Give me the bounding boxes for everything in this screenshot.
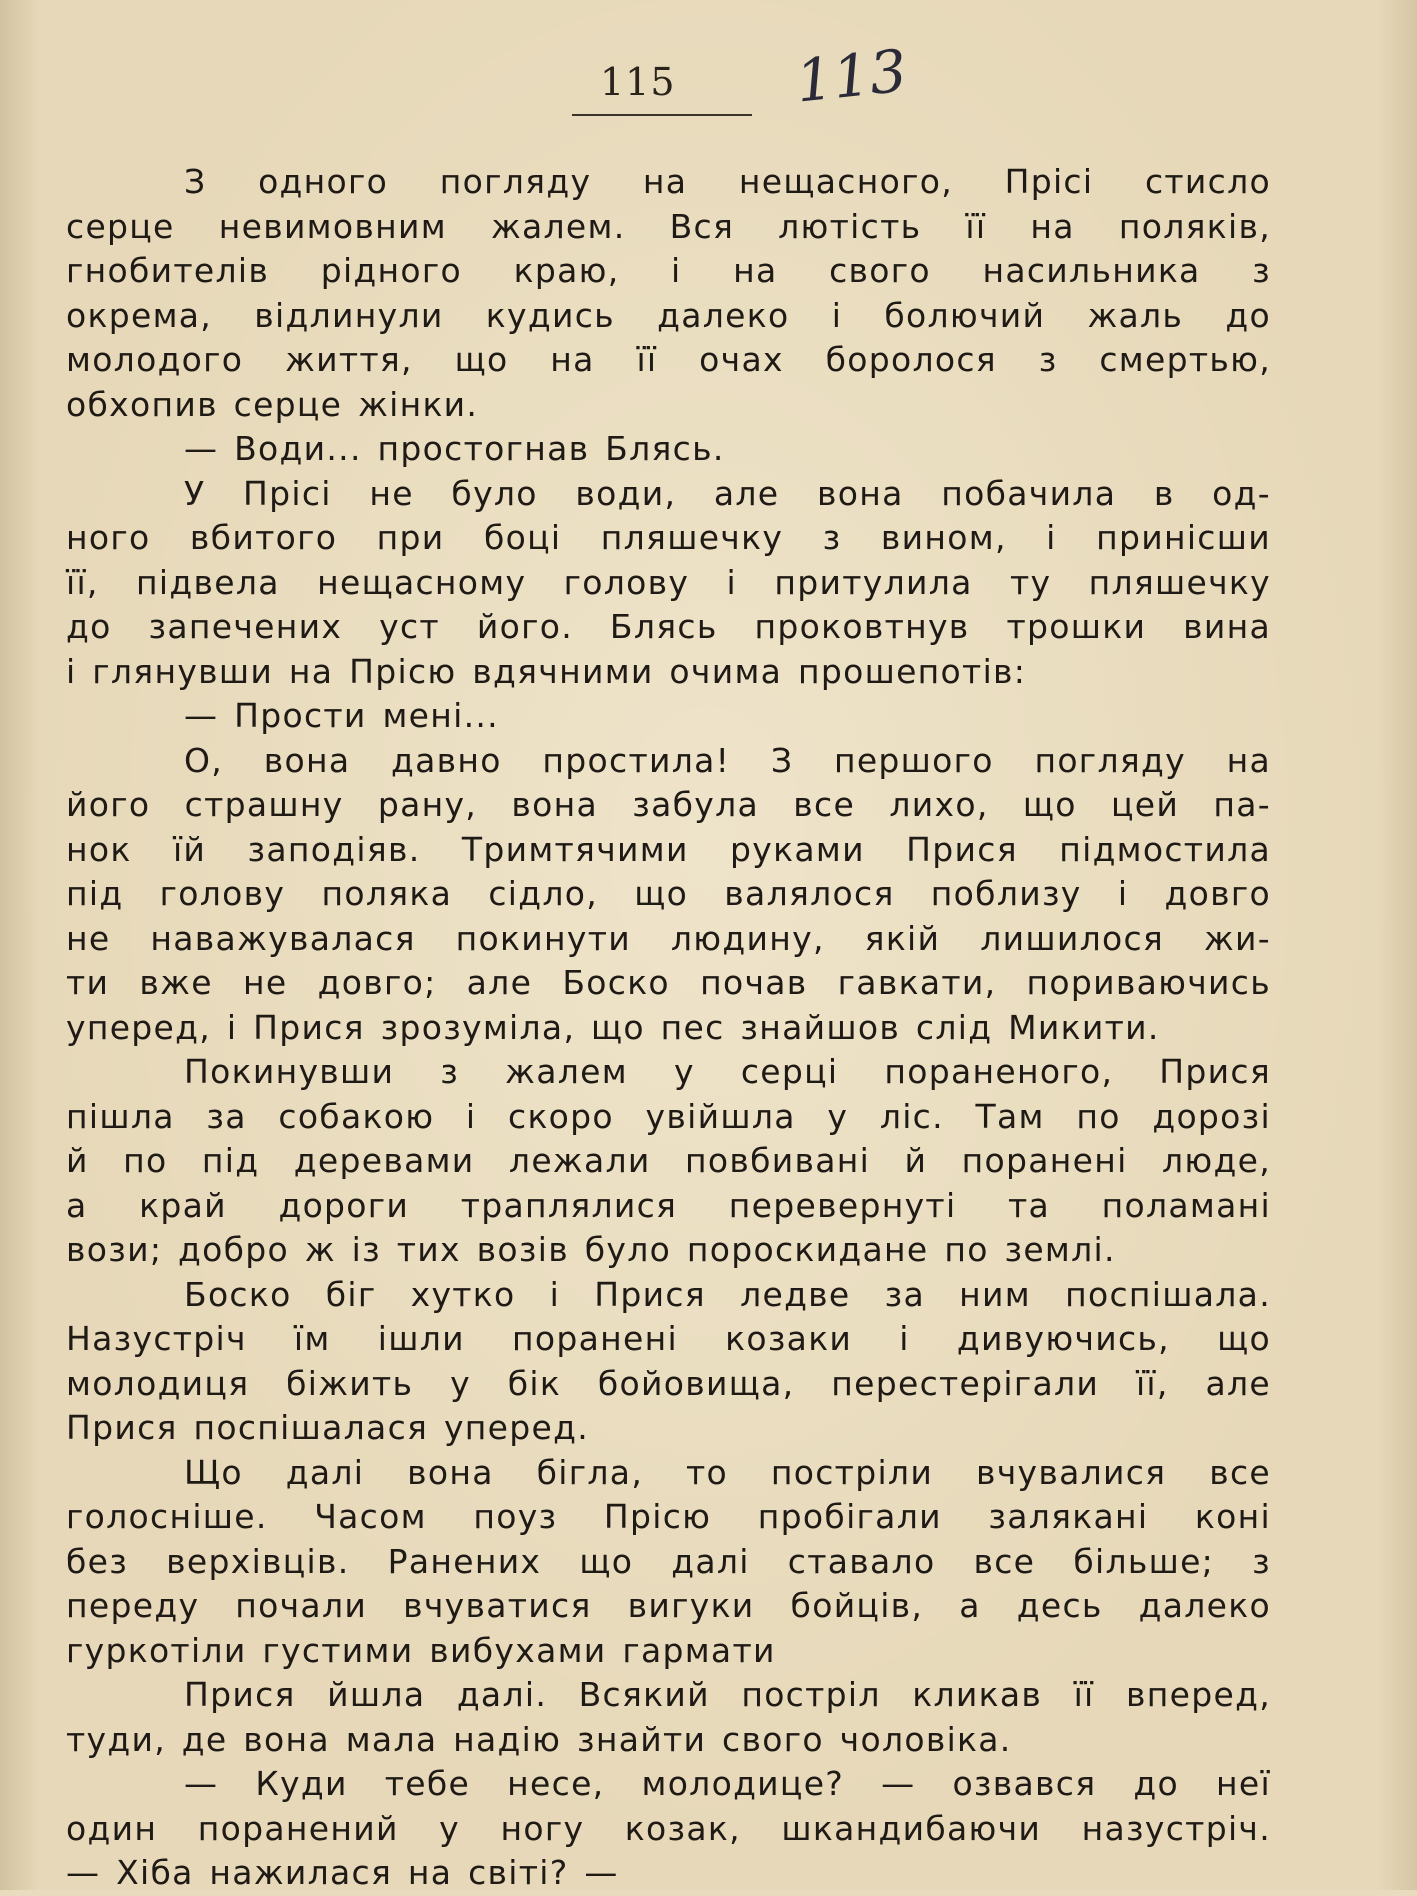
text-line: а край дороги траплялися перевернуті та поламані [66,1185,1271,1225]
text-line: З одного погляду на нещасного, Прісі стисло [184,162,1271,201]
text-line: Боско біг хутко і Прися ледве за ним поспішала. [184,1274,1271,1314]
page-header [0,36,1417,122]
text-line: й по під деревами лежали повбивані й поранені люде, [66,1141,1271,1180]
text-line: Прися поспішалася уперед. [66,1408,590,1447]
text-line: гуркотіли густими вибухами гармати [66,1630,776,1670]
text-line: Прися йшла далі. Всякий постріл кликав її вперед, [184,1675,1271,1714]
text-line: ти вже не довго; але Боско почав гавкати, пориваючись [66,963,1271,1002]
body-text [66,160,1271,1896]
text-line: У Прісі не було води, але вона побачила в од- [184,473,1271,513]
text-line: — Прости мені... [184,696,499,735]
text-line: один поранений у ногу козак, шкандибаючи назустріч. [66,1808,1271,1848]
text-line: обхопив серце жінки. [66,384,479,424]
text-line: окрема, відлинули кудись далеко і болючий жаль до [66,295,1271,335]
text-line: гнобителів рідного краю, і на свого насильника з [66,251,1271,290]
text-line: О, вона давно простила! З першого погляду на [184,740,1271,780]
text-line: голосніше. Часом поуз Прісю пробігали залякані коні [66,1497,1271,1536]
text-line: без верхівців. Ранених що далі ставало все більше; з [66,1541,1271,1581]
text-line: Покинувши з жалем у серці пораненого, Прися [184,1052,1271,1091]
text-line: серце невимовним жалем. Вся лютість її на поляків, [66,206,1271,246]
text-line: ного вбитого при боці пляшечку з вином, і принісши [66,518,1271,557]
text-line: вози; добро ж із тих возів було пороскидане по землі. [66,1230,1116,1269]
text-line: і глянувши на Прісю вдячними очима прошепотів: [66,651,1027,691]
text-line: нок їй заподіяв. Тримтячими руками Прися підмостила [66,829,1271,869]
handwritten-page-number: 113 [792,36,910,116]
text-line: Назустріч їм ішли поранені козаки і дивуючись, що [66,1319,1271,1358]
text-line: Що далі вона бігла, то постріли вчувалися все [184,1452,1271,1492]
text-line: туди, де вона мала надію знайти свого чоловіка. [66,1719,1012,1759]
page-number: 115 [600,60,676,104]
text-line: молодого життя, що на її очах боролося з смертью, [66,340,1271,379]
header-rule [572,114,752,116]
text-line: — Води... простогнав Блясь. [184,429,725,468]
text-line: не наважувалася покинути людину, якій лишилося жи- [66,918,1271,958]
text-line: переду почали вчуватися вигуки бойців, а десь далеко [66,1586,1271,1625]
text-line: — Хіба нажилася на світі? — [66,1853,619,1892]
text-line: до запечених уст його. Блясь проковтнув трошки вина [66,607,1271,646]
text-line: пішла за собакою і скоро увійшла у ліс. Там по дорозі [66,1096,1271,1136]
text-line: уперед, і Прися зрозуміла, що пес знайшов слід Микити. [66,1007,1160,1047]
text-line: її, підвела нещасному голову і притулила ту пляшечку [66,562,1271,602]
text-line: молодиця біжить у бік бойовища, перестерігали її, але [66,1363,1271,1403]
text-line: — Куди тебе несе, молодице? — озвався до неї [184,1764,1271,1803]
text-line: його страшну рану, вона забула все лихо, що цей па- [66,785,1271,824]
text-line: під голову поляка сідло, що валялося поблизу і довго [66,874,1271,913]
